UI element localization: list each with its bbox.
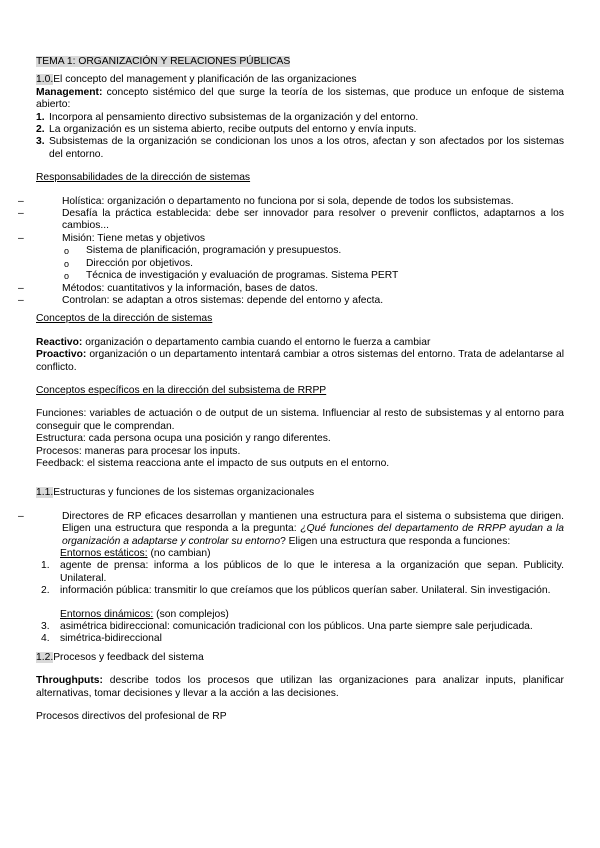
- feedback-definition: Feedback: el sistema reacciona ante el impacto de sus outputs en el entorno.: [36, 457, 390, 469]
- management-item-1: 1. Incorpora al pensamiento directivo subsistemas de la organización y del entorno.: [36, 111, 419, 123]
- document-body: [36, 56, 564, 723]
- section-1-2-heading: 1.2.Procesos y feedback del sistema: [36, 651, 204, 663]
- funciones-definition: Funciones: variables de actuación o de output de un sistema. Influenciar al resto de subsistemas y al entorno para conseguir que le comprendan.: [36, 408, 564, 432]
- metodos-item: – Métodos: cuantitativos y la información, bases de datos.: [36, 283, 564, 295]
- proactivo-definition: Proactivo: organización o un departamento intentará cambiar a otros sistemas del entorno. Trata de adelantarse al conflicto.: [36, 349, 564, 373]
- entornos-dinamicos-label: Entornos dinámicos: (son complejos): [60, 608, 229, 620]
- procesos-definition: Procesos: maneras para procesar los inputs.: [36, 445, 241, 457]
- estaticos-item-1: 1. agente de prensa: informa a los públicos de lo que le interesa a la organización que sepan. Publicity. Unilateral.: [41, 560, 564, 584]
- section-1-0-heading: 1.0.El concepto del management y planificación de las organizaciones: [36, 74, 357, 86]
- rrpp-heading: Conceptos específicos en la dirección del subsistema de RRPP: [36, 384, 327, 396]
- estructura-definition: Estructura: cada persona ocupa una posición y rango diferentes.: [36, 433, 331, 445]
- entornos-estaticos-label: Entornos estáticos: (no cambian): [60, 548, 211, 559]
- dinamicos-item-3: 3. asimétrica bidireccional: comunicación tradicional con los públicos. Una parte siempre sale perjudicada.: [41, 621, 533, 633]
- responsabilidades-heading: Responsabilidades de la dirección de sistemas: [36, 172, 251, 184]
- conceptos-heading: Conceptos de la dirección de sistemas: [36, 313, 213, 325]
- mision-subitem-3: o Técnica de investigación y evaluación de programas. Sistema PERT: [36, 270, 564, 282]
- management-item-2: 2. La organización es un sistema abierto, recibe outputs del entorno y envía inputs.: [36, 124, 417, 136]
- management-item-3: 3. Subsistemas de la organización se condicionan los unos a los otros, afectan y son afectados por los sistemas del entorno.: [36, 136, 564, 160]
- directores-paragraph: – Directores de RP eficaces desarrollan y mantienen una estructura para el sistema o subsistema que dirigen. Eligen una estructura que responda a la pregunta: ¿Qué funciones del departamento de RRPP ayudan a la organización a adaptarse y controlar su entorno? Eligen una estructura que responda a funciones:: [36, 511, 564, 548]
- section-1-1-heading: 1.1.Estructuras y funciones de los sistemas organizacionales: [36, 487, 315, 499]
- estaticos-item-2: 2. información pública: transmitir lo que creíamos que los públicos querían saber. Unilateral. Sin investigación.: [41, 585, 551, 597]
- mision-subitem-1: o Sistema de planificación, programación y presupuestos.: [36, 245, 564, 257]
- holistica-item: – Holística: organización o departamento no funciona por si sola, depende de todos los subsistemas.: [36, 196, 564, 208]
- desafia-item: – Desafía la práctica establecida: debe ser innovador para resolver o prevenir conflictos, adaptarnos a los cambios...: [36, 208, 564, 233]
- management-definition: Management: concepto sistémico del que surge la teoría de los sistemas, que produce un enfoque de sistema abierto:: [36, 86, 564, 111]
- controlan-item: – Controlan: se adaptan a otros sistemas: depende del entorno y afecta.: [36, 295, 564, 307]
- mision-subitem-2: o Dirección por objetivos.: [36, 258, 564, 270]
- throughputs-definition: Throughputs: describe todos los procesos que utilizan las organizaciones para analizar inputs, planificar alternativas, tomar decisiones y llevar a la acción a las decisiones.: [36, 675, 564, 699]
- procesos-directivos-line: Procesos directivos del profesional de RP: [36, 711, 227, 723]
- dinamicos-item-4: 4. simétrica-bidireccional: [41, 633, 162, 645]
- document-title: TEMA 1: ORGANIZACIÓN Y RELACIONES PÚBLICAS: [36, 56, 291, 67]
- mision-item: – Misión: Tiene metas y objetivos: [36, 233, 564, 245]
- reactivo-definition: Reactivo: organización o departamento cambia cuando el entorno le fuerza a cambiar: [36, 336, 431, 348]
